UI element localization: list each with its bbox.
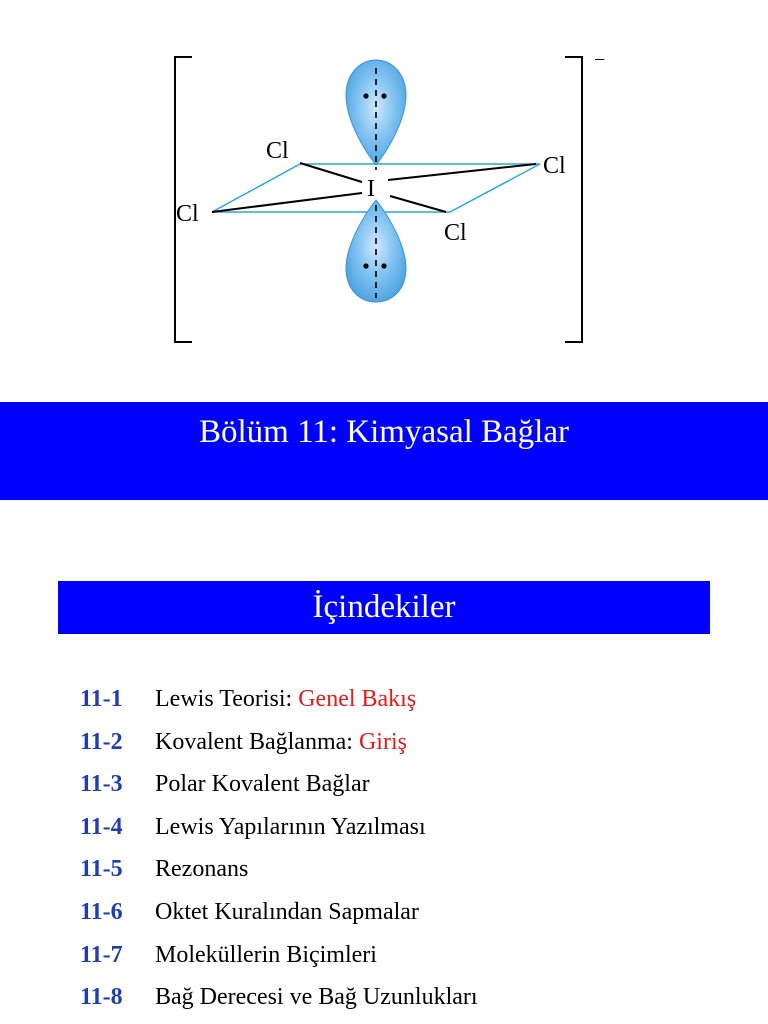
toc-number: 11-8: [80, 984, 123, 1011]
electron-dot: [363, 93, 368, 98]
toc-title: Rezonans: [155, 856, 249, 883]
atom-label-ligand: Cl: [543, 153, 566, 179]
atom-label-ligand: Cl: [444, 220, 467, 246]
atom-label-central: I: [367, 176, 375, 202]
toc-item: [80, 763, 740, 806]
ion-charge: −: [594, 49, 606, 71]
toc-title: Bağ Derecesi ve Bağ Uzunlukları: [155, 984, 478, 1011]
electron-dot: [363, 263, 368, 268]
toc-number: 11-4: [80, 813, 123, 840]
toc-title: Moleküllerin Biçimleri: [155, 941, 377, 968]
toc-number: 11-1: [80, 686, 123, 712]
left-bracket: [175, 57, 192, 342]
toc-number: 11-2: [80, 728, 123, 755]
bond-line: [390, 196, 446, 212]
toc-item: [80, 848, 740, 891]
toc-title: Polar Kovalent Bağlar: [155, 771, 370, 798]
toc-item: [80, 934, 740, 977]
electron-dot: [381, 93, 386, 98]
toc-number: 11-3: [80, 771, 123, 798]
toc-number: 11-7: [80, 941, 123, 968]
toc-item: [80, 678, 740, 721]
toc-number: 11-6: [80, 898, 123, 925]
toc-number: 11-5: [80, 856, 123, 883]
toc-item: [80, 721, 740, 764]
electron-dot: [381, 263, 386, 268]
toc-title-accent: Genel Bakış: [298, 686, 417, 712]
toc-item: [80, 806, 740, 849]
atom-label-ligand: Cl: [266, 138, 289, 164]
icl4-molecule-diagram: [0, 0, 768, 360]
bond-line: [212, 193, 362, 212]
toc-title-accent: Giriş: [358, 728, 407, 755]
atom-label-ligand: Cl: [176, 201, 199, 227]
table-of-contents: [80, 678, 740, 1019]
toc-title: Oktet Kuralından Sapmalar: [155, 898, 419, 925]
toc-title: Lewis Yapılarının Yazılması: [155, 813, 426, 840]
toc-item: [80, 891, 740, 934]
toc-title: Kovalent Bağlanma: Giriş: [155, 728, 407, 755]
chapter-title: Bölüm 11: Kimyasal Bağlar: [199, 414, 569, 450]
bond-line: [300, 163, 362, 182]
right-bracket: [565, 57, 582, 342]
contents-heading: İçindekiler: [58, 581, 710, 634]
toc-item: [80, 976, 740, 1019]
toc-title: Lewis Teorisi: Genel Bakış: [155, 686, 417, 712]
